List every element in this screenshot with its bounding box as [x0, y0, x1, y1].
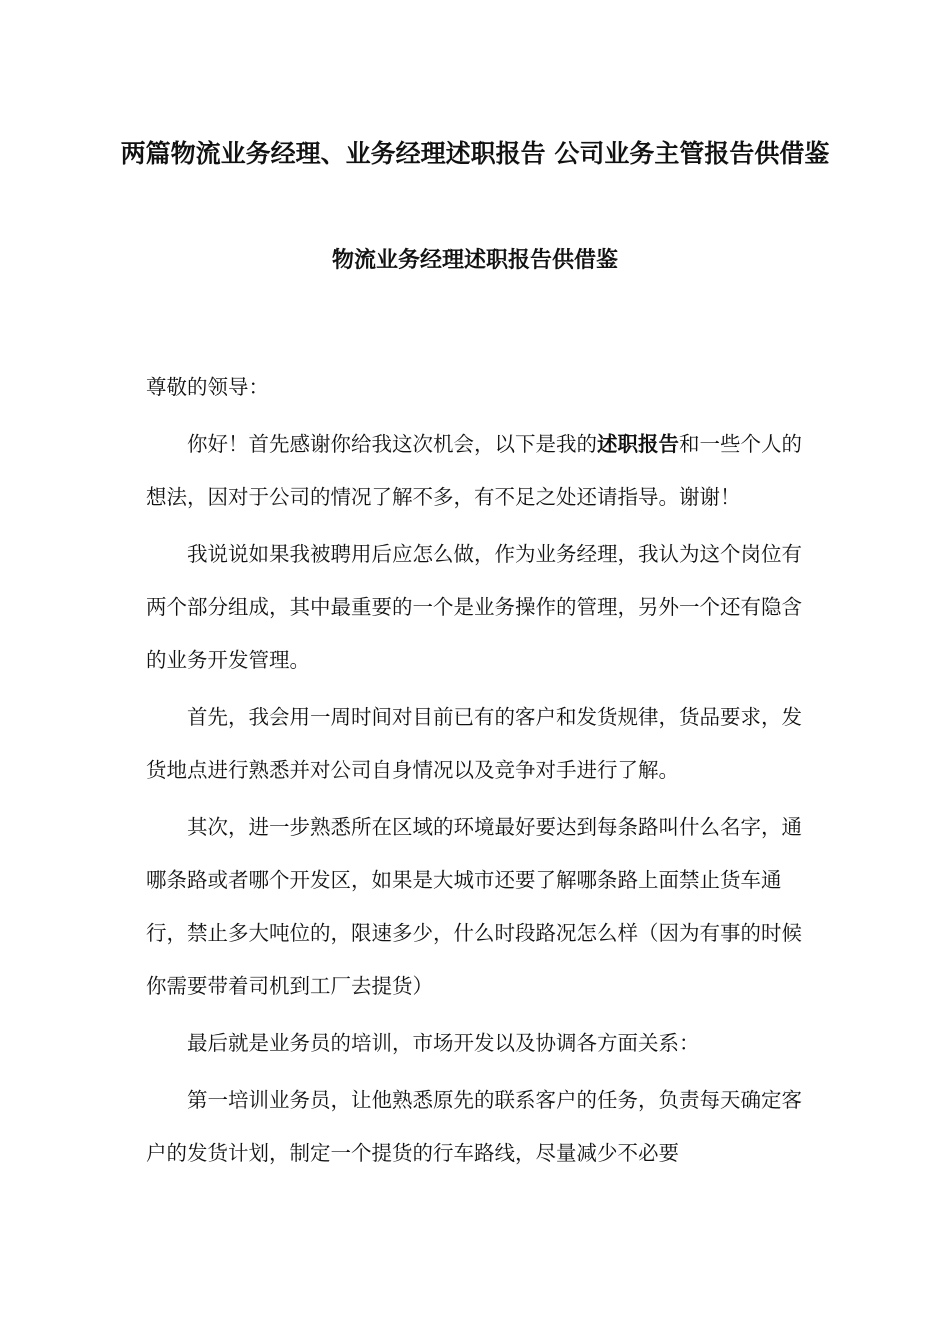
document-title: 两篇物流业务经理、业务经理述职报告 公司业务主管报告供借鉴 [120, 139, 830, 168]
paragraph-4: 其次，进一步熟悉所在区域的环境最好要达到每条路叫什么名字，通哪条路或者哪个开发区，如果是大城市还要了解哪条路上面禁止货车通行，禁止多大吨位的，限速多少，什么时段路况怎么样（因为有事的时候你需要带着司机到工厂去提货） [146, 815, 802, 998]
paragraph-1 [146, 418, 806, 524]
salutation: 尊敬的领导： [146, 375, 269, 399]
paragraph-6: 第一培训业务员，让他熟悉原先的联系客户的任务，负责每天确定客户的发货计划，制定一个提货的行车路线，尽量减少不必要 [146, 1088, 802, 1165]
paragraph-3: 首先，我会用一周时间对目前已有的客户和发货规律，货品要求，发货地点进行熟悉并对公司自身情况以及竞争对手进行了解。 [146, 705, 802, 782]
paragraph-1-before: 你好！首先感谢你给我这次机会，以下是我的 [187, 432, 597, 456]
paragraph-2: 我说说如果我被聘用后应怎么做，作为业务经理，我认为这个岗位有两个部分组成，其中最重要的一个是业务操作的管理，另外一个还有隐含的业务开发管理。 [146, 542, 802, 672]
document-body [146, 361, 806, 1180]
report-link-text: 述职报告 [597, 432, 679, 456]
paragraph-1-after: 和一些个人的想法，因对于公司的情况了解不多，有不足之处还请指导。谢谢！ [146, 432, 802, 509]
document-subtitle: 物流业务经理述职报告供借鉴 [331, 247, 618, 273]
paragraph-5: 最后就是业务员的培训，市场开发以及协调各方面关系： [187, 1031, 700, 1055]
